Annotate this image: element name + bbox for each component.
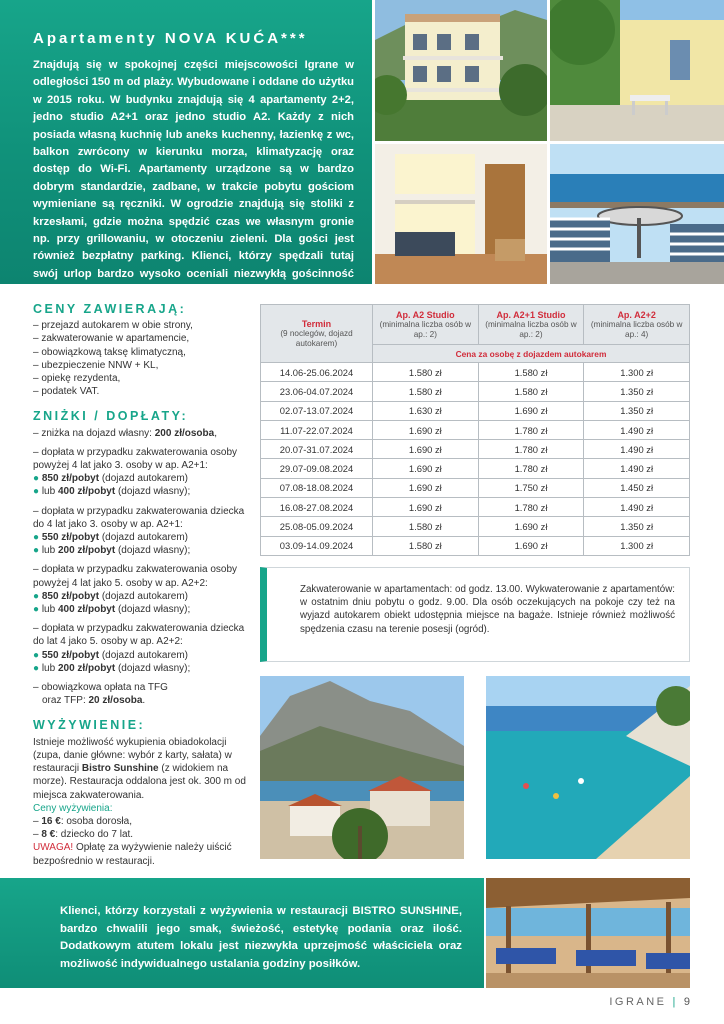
mountain-village-photo <box>260 676 464 859</box>
table-cell-term: 07.08-18.08.2024 <box>261 478 373 497</box>
table-cell-a2: 1.690 zł <box>373 478 479 497</box>
tfg-fee: – obowiązkowa opłata na TFG oraz TFP: 20 zł/osoba. <box>33 682 168 707</box>
bullet-icon: ● <box>33 545 42 557</box>
own-transport-discount: – zniżka na dojazd własny: 200 zł/osoba, <box>33 427 217 439</box>
checkin-info-text: Zakwaterowanie w apartamentach: od godz. 13.00. Wykwaterowanie z apartamentów: w ostatnim dniu pobytu o godz. 9.00. Dla osób oczekujących na pokoje czy też na wyjazd autokarem obiekt udostępnia miejsce na bagaże. Istnieje również możliwość spędzenia czasu na terenie posesji (ogród). <box>300 584 675 635</box>
table-cell-a21: 1.690 zł <box>478 536 584 555</box>
table-cell-a21: 1.780 zł <box>478 440 584 459</box>
kitchen-photo <box>375 144 547 284</box>
table-cell-term: 11.07-22.07.2024 <box>261 420 373 439</box>
table-row <box>261 536 690 555</box>
table-cell-a21: 1.750 zł <box>478 478 584 497</box>
food-description: Istnieje możliwość wykupienia obiadokolacji (zupa, danie główne: wybór z karty, sałata) w restauracji Bistro Sunshine (z widokiem na morze). Restauracja oddalona jest ok. 300 m od miejsca zakwaterowania. <box>33 736 246 801</box>
table-cell-a21: 1.690 zł <box>478 401 584 420</box>
table-cell-a22: 1.490 zł <box>584 440 690 459</box>
table-cell-a22: 1.490 zł <box>584 459 690 478</box>
list-item: – ubezpieczenie NNW + KL, <box>33 359 159 371</box>
table-cell-a2: 1.690 zł <box>373 498 479 517</box>
table-cell-a2: 1.580 zł <box>373 536 479 555</box>
list-item: – opiekę rezydenta, <box>33 373 121 385</box>
bullet-icon: ● <box>33 604 42 616</box>
bullet-icon: ● <box>33 649 42 661</box>
table-cell-a2: 1.580 zł <box>373 382 479 401</box>
col-header-a21: Ap. A2+1 Studio (minimalna liczba osób w ap.: 2) <box>478 305 584 345</box>
col-header-a22: Ap. A2+2 (minimalna liczba osób w ap.: 4) <box>584 305 690 345</box>
table-cell-a22: 1.350 zł <box>584 401 690 420</box>
list-item: – zakwaterowanie w apartamencie, <box>33 333 190 345</box>
table-row <box>261 498 690 517</box>
hotel-description: Znajdują się w spokojnej części miejscowości Igrane w odległości 150 m od plaży. Wybudowane i oddane do użytku w 2015 roku. W budynku znajdują się 4 apartamenty 2+2, jedno studio A2+1 oraz jedno studio A2. Każdy z nich posiada własną kuchnię lub aneks kuchenny, łazienkę z wc, balkon zwrócony w kierunku morza, klimatyzację oraz dostęp do Wi-Fi. Apartamenty urządzone są w bardzo dobrym standardzie, zadbane, w trakcie pobytu gościom wymieniane są ręczniki. W ogrodzie znajdują się stoliki z krzesłami, gdzie można spędzić czas we własnym gronie np. przy grillowaniu, w otoczeniu zieleni. Dla gości jest również bezpłatny parking. Klienci, którzy spędzali tutaj swój urlop bardzo wysoko oceniali niezwykłą gościnność gospodarzy oraz wspaniałą atmosferę tego miejsca. <box>33 59 354 298</box>
table-cell-a21: 1.780 zł <box>478 498 584 517</box>
restaurant-photo <box>486 878 690 988</box>
table-cell-term: 02.07-13.07.2024 <box>261 401 373 420</box>
checkin-info-box <box>260 567 690 662</box>
table-cell-a21: 1.580 zł <box>478 382 584 401</box>
term-header: Termin (9 noclegów, dojazd autokarem) <box>261 305 373 363</box>
table-row <box>261 401 690 420</box>
hotel-title: Apartamenty NOVA KUĆA*** <box>33 30 308 47</box>
food-price-child: – 8 €: dziecko do 7 lat. <box>33 829 134 841</box>
table-cell-a22: 1.490 zł <box>584 420 690 439</box>
discounts-title: ZNIŻKI / DOPŁATY: <box>33 409 189 424</box>
intro-panel <box>0 0 372 298</box>
list-item: – przejazd autokarem w obie strony, <box>33 320 193 332</box>
table-cell-term: 14.06-25.06.2024 <box>261 363 373 382</box>
page-number: 9 <box>683 996 690 1008</box>
food-price-adult: – 16 €: osoba dorosła, <box>33 815 132 827</box>
table-row <box>261 459 690 478</box>
table-cell-a21: 1.690 zł <box>478 517 584 536</box>
table-cell-a21: 1.580 zł <box>478 363 584 382</box>
table-cell-term: 03.09-14.09.2024 <box>261 536 373 555</box>
table-cell-a22: 1.490 zł <box>584 498 690 517</box>
table-cell-a21: 1.780 zł <box>478 459 584 478</box>
surcharge-item: – dopłata w przypadku zakwaterowania dziecka do 4 lat jako 3. osoby w ap. A2+1: ● 550 zł/pobyt (dojazd autokarem) ● lub 200 zł/pobyt (dojazd własny); <box>33 505 245 557</box>
table-row <box>261 440 690 459</box>
list-item: – obowiązkową taksę klimatyczną, <box>33 346 186 358</box>
page-footer <box>609 996 690 1008</box>
bullet-icon: ● <box>33 590 42 602</box>
table-cell-a2: 1.690 zł <box>373 459 479 478</box>
restaurant-banner-text: Klienci, którzy korzystali z wyżywienia w restauracji BISTRO SUNSHINE, bardzo chwalili jego smak, świeżość, estetykę podania oraz ilość. Dodatkowym atutem lokalu jest niezwykła uprzejmość właściciela oraz możliwość indywidualnego ustalania godziny posiłków. <box>60 905 462 970</box>
left-column <box>33 303 255 868</box>
food-warning: UWAGA! Opłatę za wyżywienie należy uiścić bezpośrednio w restauracji. <box>33 842 232 867</box>
table-cell-a2: 1.690 zł <box>373 420 479 439</box>
bullet-icon: ● <box>33 532 42 544</box>
table-cell-a2: 1.580 zł <box>373 517 479 536</box>
col-header-a2: Ap. A2 Studio (minimalna liczba osób w ap.: 2) <box>373 305 479 345</box>
table-cell-a2: 1.630 zł <box>373 401 479 420</box>
table-cell-term: 29.07-09.08.2024 <box>261 459 373 478</box>
table-row <box>261 517 690 536</box>
garden-photo <box>550 0 724 141</box>
table-cell-term: 20.07-31.07.2024 <box>261 440 373 459</box>
table-cell-a21: 1.780 zł <box>478 420 584 439</box>
table-cell-a22: 1.350 zł <box>584 517 690 536</box>
included-title: CENY ZAWIERAJĄ: <box>33 302 187 316</box>
table-cell-term: 23.06-04.07.2024 <box>261 382 373 401</box>
table-row <box>261 382 690 401</box>
table-row <box>261 478 690 497</box>
balcony-photo <box>550 144 724 284</box>
table-cell-a22: 1.450 zł <box>584 478 690 497</box>
list-item: – podatek VAT. <box>33 386 100 398</box>
table-cell-a2: 1.690 zł <box>373 440 479 459</box>
table-cell-a2: 1.580 zł <box>373 363 479 382</box>
table-cell-a22: 1.300 zł <box>584 363 690 382</box>
footer-separator: | <box>672 996 678 1008</box>
food-prices-title: Ceny wyżywienia: <box>33 802 113 814</box>
bullet-icon: ● <box>33 486 42 498</box>
table-cell-a22: 1.350 zł <box>584 382 690 401</box>
price-table <box>260 304 690 556</box>
table-row <box>261 363 690 382</box>
table-cell-term: 16.08-27.08.2024 <box>261 498 373 517</box>
table-row <box>261 420 690 439</box>
surcharge-item: – dopłata w przypadku zakwaterowania osoby powyżej 4 lat jako 3. osoby w ap. A2+1: ● 850 zł/pobyt (dojazd autokarem) ● lub 400 zł/pobyt (dojazd własny); <box>33 446 238 498</box>
table-cell-a22: 1.300 zł <box>584 536 690 555</box>
restaurant-banner <box>0 878 484 988</box>
bullet-icon: ● <box>33 473 42 485</box>
surcharge-item: – dopłata w przypadku zakwaterowania dziecka do lat 4 jako 5. osoby w ap. A2+2: ● 550 zł/pobyt (dojazd autokarem) ● lub 200 zł/pobyt (dojazd własny); <box>33 623 245 674</box>
house-photo <box>375 0 547 141</box>
price-subheader: Cena za osobę z dojazdem autokarem <box>373 345 690 363</box>
food-title: WYŻYWIENIE: <box>33 718 146 733</box>
included-list <box>33 319 255 398</box>
footer-place: IGRANE <box>609 996 667 1008</box>
bullet-icon: ● <box>33 662 42 674</box>
surcharge-item: – dopłata w przypadku zakwaterowania osoby powyżej 4 lat jako 5. osoby w ap. A2+2: ● 850 zł/pobyt (dojazd autokarem) ● lub 400 zł/pobyt (dojazd własny); <box>33 564 238 616</box>
beach-photo <box>486 676 690 859</box>
table-cell-term: 25.08-05.09.2024 <box>261 517 373 536</box>
